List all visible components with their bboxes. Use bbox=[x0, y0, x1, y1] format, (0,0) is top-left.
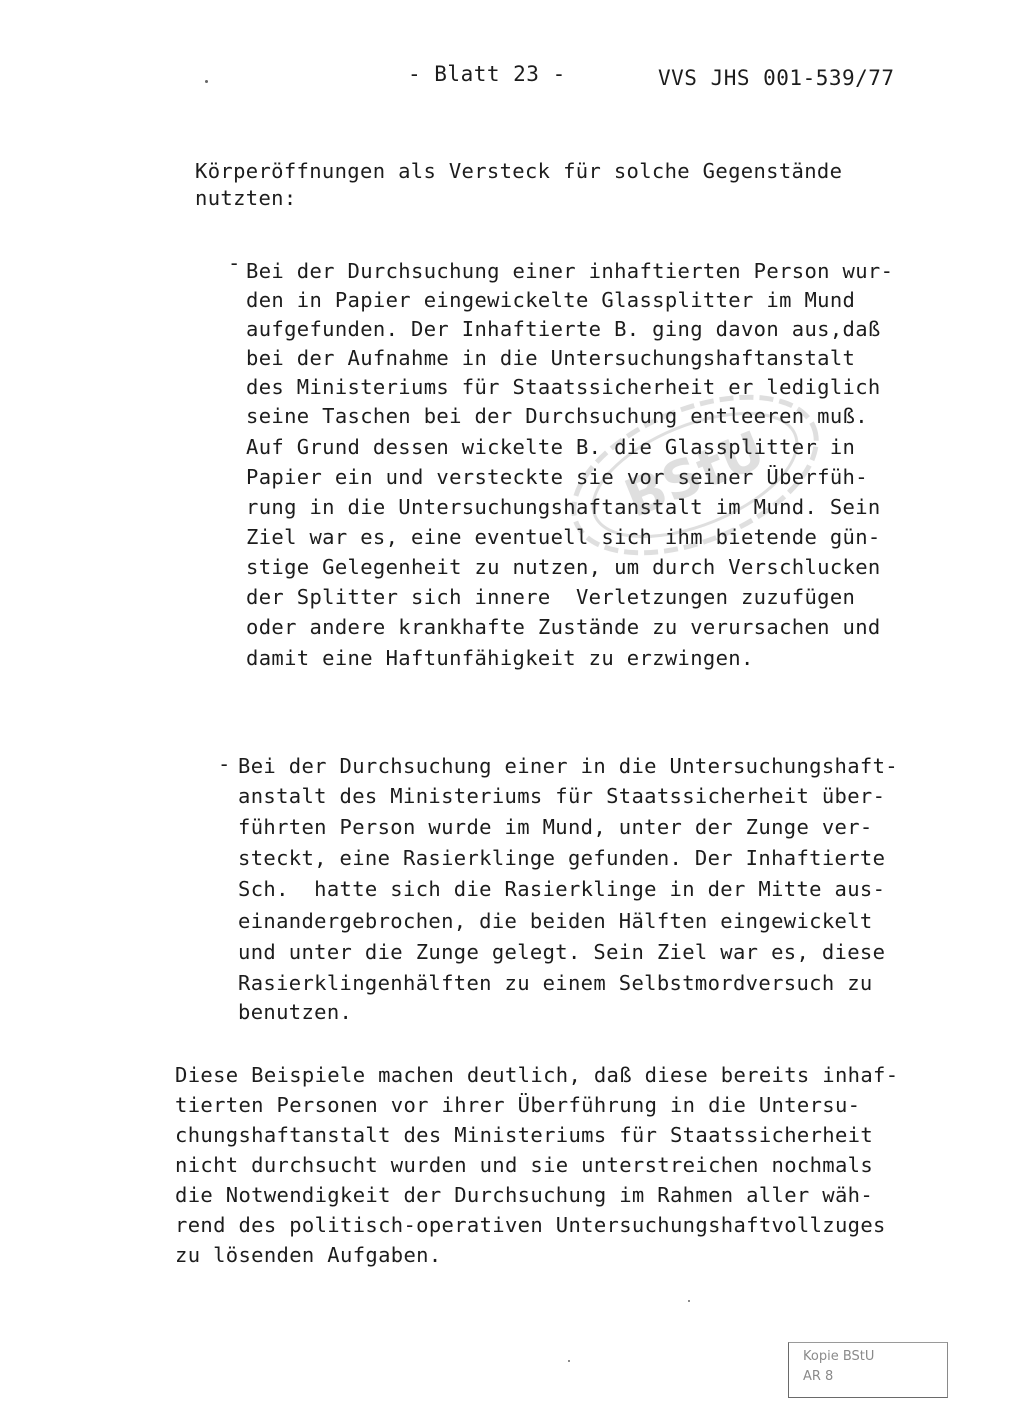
bullet-dash: - bbox=[218, 752, 231, 776]
conclusion-line: zu lösenden Aufgaben. bbox=[175, 1243, 442, 1267]
example-1-line: des Ministeriums für Staatssicherheit er lediglich bbox=[246, 375, 881, 399]
example-2-line: führten Person wurde im Mund, unter der Zunge ver- bbox=[238, 815, 873, 839]
example-1-line: Bei der Durchsuchung einer inhaftierten Person wur- bbox=[246, 259, 894, 283]
scan-speck bbox=[688, 1300, 690, 1302]
intro-line: nutzten: bbox=[195, 186, 297, 210]
page-header bbox=[400, 62, 900, 92]
example-1-line: damit eine Haftunfähigkeit zu erzwingen. bbox=[246, 646, 754, 670]
conclusion-line: nicht durchsucht wurden und sie unterstreichen nochmals bbox=[175, 1153, 874, 1177]
example-1-line: der Splitter sich innere Verletzungen zuzufügen bbox=[246, 585, 856, 609]
example-1-line: den in Papier eingewickelte Glassplitter im Mund bbox=[246, 288, 856, 312]
example-1-line: aufgefunden. Der Inhaftierte B. ging davon aus,daß bbox=[246, 317, 881, 341]
example-2-line: Sch. hatte sich die Rasierklinge in der Mitte aus- bbox=[238, 877, 886, 901]
example-1-line: bei der Aufnahme in die Untersuchungshaftanstalt bbox=[246, 346, 856, 370]
example-2-line: einandergebrochen, die beiden Hälften eingewickelt bbox=[238, 909, 873, 933]
example-1-line: Ziel war es, eine eventuell sich ihm bietende gün- bbox=[246, 525, 881, 549]
conclusion-line: Diese Beispiele machen deutlich, daß diese bereits inhaf- bbox=[175, 1063, 899, 1087]
example-1-line: Auf Grund dessen wickelte B. die Glassplitter in bbox=[246, 435, 856, 459]
example-2-line: und unter die Zunge gelegt. Sein Ziel war es, diese bbox=[238, 940, 886, 964]
example-2-line: steckt, eine Rasierklinge gefunden. Der Inhaftierte bbox=[238, 846, 886, 870]
conclusion-line: die Notwendigkeit der Durchsuchung im Rahmen aller wäh- bbox=[175, 1183, 874, 1207]
watermark-stamp-text: BStU bbox=[616, 420, 774, 530]
example-1-line: rung in die Untersuchungshaftanstalt im Mund. Sein bbox=[246, 495, 881, 519]
document-reference: VVS JHS 001-539/77 bbox=[658, 66, 895, 90]
archive-stamp-line-1: Kopie BStU bbox=[803, 1349, 875, 1364]
scan-speck bbox=[205, 80, 208, 83]
example-2-line: benutzen. bbox=[238, 1000, 353, 1024]
archive-stamp-line-2: AR 8 bbox=[803, 1369, 834, 1384]
example-1-line: Papier ein und versteckte sie vor seiner Überfüh- bbox=[246, 465, 868, 489]
conclusion-line: chungshaftanstalt des Ministeriums für Staatssicherheit bbox=[175, 1123, 874, 1147]
archive-stamp bbox=[788, 1342, 948, 1398]
example-2-line: anstalt des Ministeriums für Staatssicherheit über- bbox=[238, 784, 886, 808]
conclusion-line: tierten Personen vor ihrer Überführung in die Untersu- bbox=[175, 1093, 861, 1117]
example-2-line: Bei der Durchsuchung einer in die Untersuchungshaft- bbox=[238, 754, 898, 778]
example-1-line: oder andere krankhafte Zustände zu verursachen und bbox=[246, 615, 881, 639]
conclusion-line: rend des politisch-operativen Untersuchungshaftvollzuges bbox=[175, 1213, 886, 1237]
example-1-line: stige Gelegenheit zu nutzen, um durch Verschlucken bbox=[246, 555, 881, 579]
bullet-dash: - bbox=[228, 251, 241, 275]
page-number: - Blatt 23 - bbox=[408, 62, 566, 86]
example-2-line: Rasierklingenhälften zu einem Selbstmordversuch zu bbox=[238, 971, 873, 995]
example-1-line: seine Taschen bei der Durchsuchung entleeren muß. bbox=[246, 404, 868, 428]
scan-speck bbox=[568, 1360, 570, 1362]
intro-line: Körperöffnungen als Versteck für solche Gegenstände bbox=[195, 159, 843, 183]
